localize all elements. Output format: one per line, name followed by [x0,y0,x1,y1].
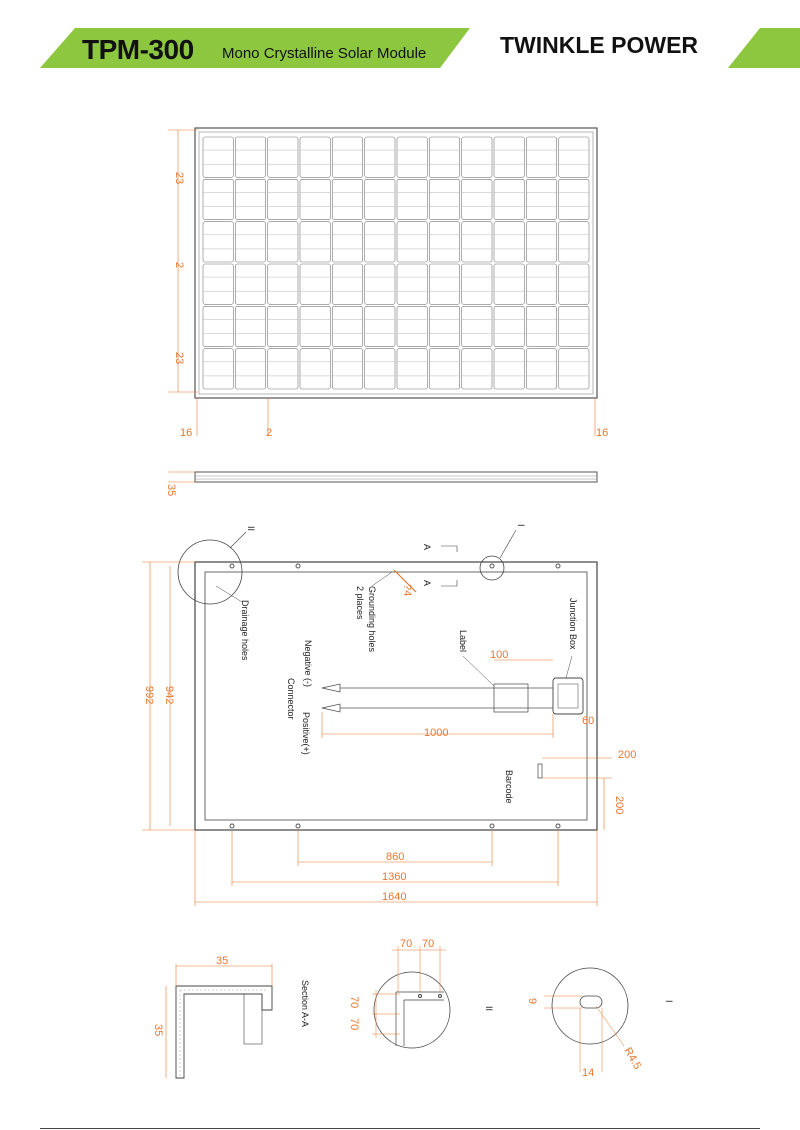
solar-cell [462,222,492,262]
solar-cell [365,264,395,304]
solar-cell [300,137,330,177]
footer-divider [40,1128,760,1129]
solar-cell [203,306,233,346]
solar-cell [494,179,524,219]
cell-grid [203,137,589,389]
front-frame-inner [199,132,593,394]
solar-cell [397,222,427,262]
solar-cell [365,306,395,346]
solar-cell [526,349,556,389]
front-dim-gap: 2 [266,427,273,439]
solar-cell [235,179,265,219]
solar-cell [559,179,589,219]
height-outer: 992 [143,686,155,705]
solar-cell [397,137,427,177]
solar-cell [494,137,524,177]
brand-name: TWINKLE POWER [500,32,699,58]
side-dim-thickness: 35 [165,484,177,497]
solar-cell [494,306,524,346]
solar-cell [268,222,298,262]
solar-cell [429,306,459,346]
corner-v1: 70 [348,996,360,1009]
solar-cell [300,222,330,262]
solar-cell [268,137,298,177]
product-subtitle: Mono Crystalline Solar Module [222,45,427,62]
model-number: TPM-300 [82,34,194,65]
corner-h2: 70 [422,938,435,950]
detail-marker-2: II [484,1006,494,1012]
solar-cell [494,222,524,262]
solar-cell [235,222,265,262]
solar-cell [268,349,298,389]
section-a-bottom: A [422,580,432,587]
barcode-mark [538,764,542,778]
solar-cell [526,137,556,177]
back-frame-outer [195,562,597,830]
solar-cell [300,179,330,219]
solar-cell [397,179,427,219]
solar-cell [559,222,589,262]
solar-cell [365,179,395,219]
solar-cell [203,349,233,389]
solar-cell [462,264,492,304]
solar-cell [559,306,589,346]
solar-cell [203,264,233,304]
solar-cell [300,349,330,389]
solar-cell [462,137,492,177]
solar-cell [559,349,589,389]
solar-cell [203,137,233,177]
solar-cell [235,264,265,304]
width-1640: 1640 [382,891,407,903]
solar-cell [526,264,556,304]
solar-cell [397,349,427,389]
solar-cell [203,222,233,262]
corner-v2: 70 [348,1018,360,1031]
hole-size: ?4 [401,584,413,597]
front-dim-right: 16 [596,427,609,439]
slot-height: 9 [526,998,538,1005]
section-title: Section A-A [300,980,310,1028]
side-view [165,472,597,496]
mount-860: 860 [386,851,405,863]
solar-cell [332,306,362,346]
front-dim-bottom: 23 [173,352,185,365]
solar-cell [462,179,492,219]
solar-cell [429,179,459,219]
solar-cell [494,264,524,304]
grounding-holes-label: Grounding holes [367,586,377,653]
solar-cell [365,222,395,262]
solar-cell [559,264,589,304]
detail-frame-height: 35 [152,1024,164,1037]
connector-label: Connector [286,678,296,720]
detail-frame-width: 35 [216,955,229,967]
solar-cell [526,306,556,346]
solar-cell [332,222,362,262]
solar-cell [235,306,265,346]
grounding-places-label: 2 places [355,586,365,620]
height-inner: 942 [163,686,175,705]
front-dim-top: 23 [173,172,185,185]
label-callout: Label [458,630,468,653]
marker-1: I [516,524,526,527]
junction-box-label: Junction Box [568,598,578,650]
solar-cell [268,264,298,304]
cable-length: 1000 [424,727,449,739]
negative-label: Negative (-) [303,640,313,688]
detail-marker-1: I [664,1000,674,1003]
detail-views [152,938,674,1079]
solar-cell [268,306,298,346]
solar-cell [332,137,362,177]
solar-cell [429,264,459,304]
solar-cell [300,306,330,346]
front-dim-mid: 2 [173,262,185,269]
corner-detail [348,938,494,1048]
solar-cell [300,264,330,304]
solar-cell [365,137,395,177]
back-view [142,524,636,906]
solar-cell [559,137,589,177]
back-frame-inner [205,572,587,820]
solar-cell [332,179,362,219]
section-a-a-profile [152,955,310,1078]
slot-width: 14 [582,1067,595,1079]
solar-cell [397,264,427,304]
solar-cell [429,222,459,262]
mount-1360: 1360 [382,871,407,883]
corner-h1: 70 [400,938,413,950]
solar-cell [235,349,265,389]
front-view [168,128,608,439]
solar-cell [526,179,556,219]
solar-cell [526,222,556,262]
dim-barcode-v200: 200 [613,796,625,815]
solar-cell [203,179,233,219]
junction-box [553,678,583,714]
dim-jbox-60: 60 [582,715,595,727]
solar-cell [365,349,395,389]
front-dim-left: 16 [180,427,193,439]
section-a-top: A [422,544,432,551]
dim-barcode-200: 200 [618,749,637,761]
solar-cell [332,349,362,389]
solar-cell [494,349,524,389]
solar-cell [268,179,298,219]
solar-cell [235,137,265,177]
solar-cell [332,264,362,304]
solar-cell [462,306,492,346]
solar-cell [429,349,459,389]
solar-cell [397,306,427,346]
dim-label-100: 100 [490,649,509,661]
positive-label: Positive(+) [301,712,311,755]
drainage-holes-label: Drainage holes [240,600,250,661]
slot-radius: R4.5 [621,1045,644,1072]
slot-detail [526,968,674,1079]
solar-cell [429,137,459,177]
barcode-label: Barcode [504,770,514,804]
solar-cell [462,349,492,389]
front-frame-outer [195,128,597,398]
marker-2: II [246,526,256,532]
